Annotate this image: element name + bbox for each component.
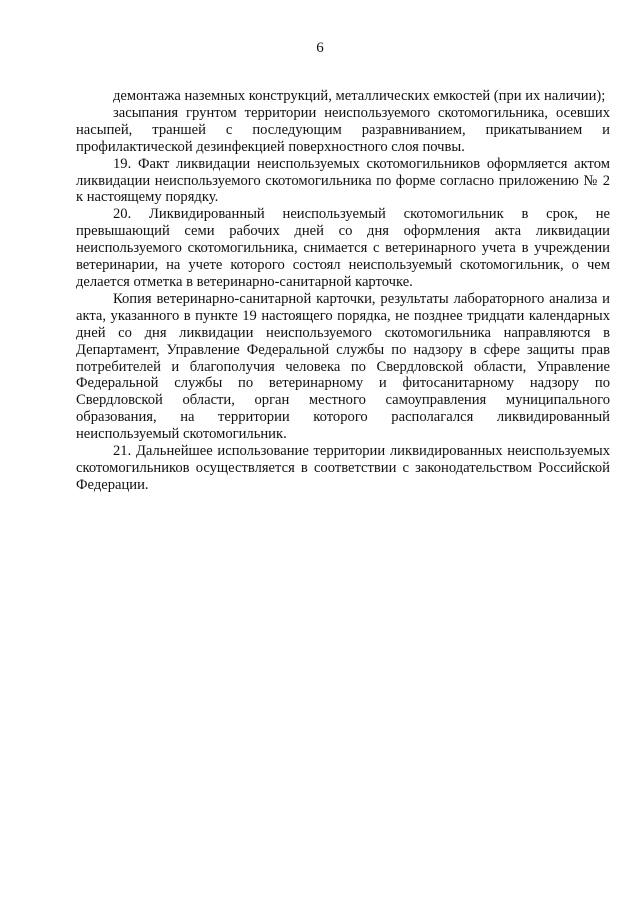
paragraph-item-21: 21. Дальнейшее использование территории ликвидированных неиспользуемых скотомогильников осуществляется в соответствии с законодательством Российской Федерации. <box>76 443 610 493</box>
paragraph-item-19: 19. Факт ликвидации неиспользуемых скотомогильников оформляется актом ликвидации неиспользуемого скотомогильника по форме согласно приложению № 2 к настоящему порядку. <box>76 155 610 206</box>
paragraph-dismantling: демонтажа наземных конструкций, металлических емкостей (при их наличии); <box>113 88 606 104</box>
paragraph-card-copy: Копия ветеринарно-санитарной карточки, результаты лабораторного анализа и акта, указанного в пункте 19 настоящего порядка, не позднее тридцати календарных дней со дня ликвидации неиспользуемого скотомогильника направляются в Департамент, Управление Федеральной службы по надзору в сфере защиты прав потребителей и благополучия человека по Свердловской области, Управление Федеральной службы по ветеринарному и фитосанитарному надзору по Свердловской области, орган местного самоуправления муниципального образования, на территории которого располагался ликвидированный неиспользуемый скотомогильник. <box>76 290 610 443</box>
page-number: 6 <box>316 40 324 56</box>
paragraph-backfilling: засыпания грунтом территории неиспользуемого скотомогильника, осевших насыпей, траншей с последующим разравниванием, прикатыванием и профилактической дезинфекцией поверхностного слоя почвы. <box>76 104 610 155</box>
document-body <box>76 88 610 494</box>
paragraph-item-20: 20. Ликвидированный неиспользуемый скотомогильник в срок, не превышающий семи рабочих дней со дня оформления акта ликвидации неиспользуемого скотомогильника, снимается с ветеринарного учета в учреждении ветеринарии, на учете которого состоял неиспользуемый скотомогильник, о чем делается отметка в ветеринарно-санитарной карточке. <box>76 206 610 290</box>
